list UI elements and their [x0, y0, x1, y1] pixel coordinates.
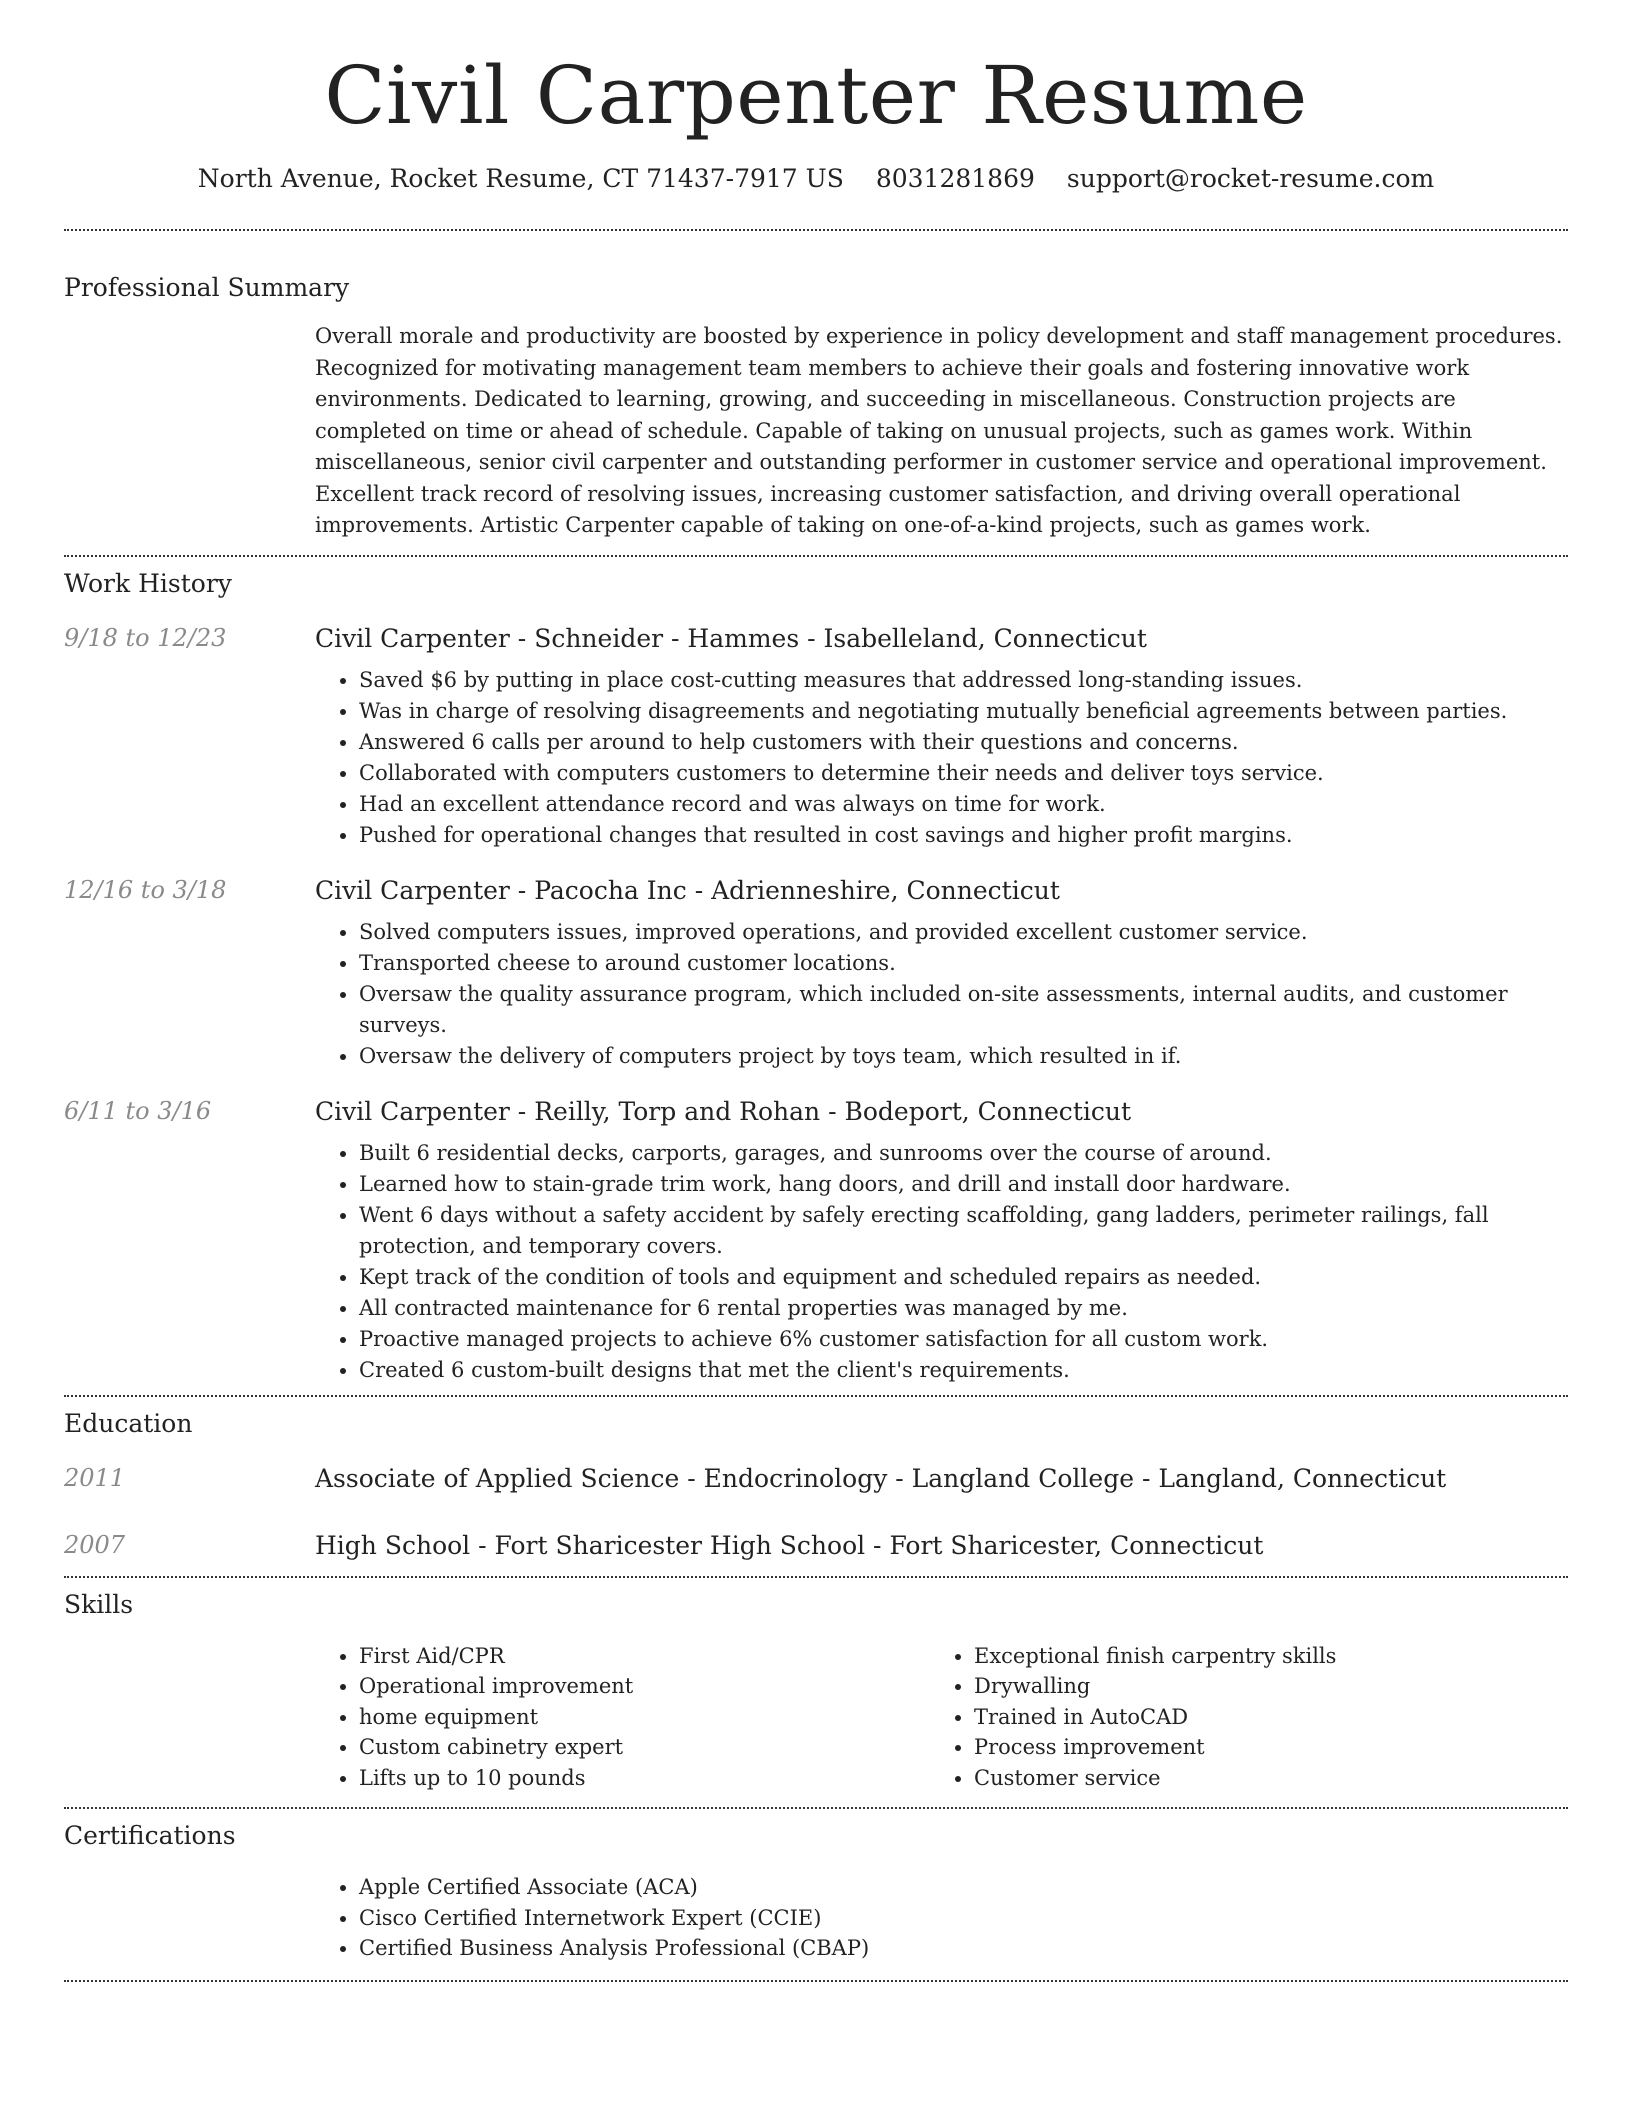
education-year: 2011: [64, 1463, 126, 1492]
section-title: Work History: [64, 568, 232, 598]
skills-grid: [315, 1641, 1568, 1794]
job-entry: [64, 874, 1568, 1072]
list-item: • Pushed for operational changes that resulted in cost savings and higher profit margins.: [359, 820, 1568, 851]
section-title: Education: [64, 1408, 193, 1438]
list-item: • Cisco Certified Internetwork Expert (CCIE): [359, 1903, 1568, 1934]
list-item: • Trained in AutoCAD: [974, 1702, 1568, 1733]
address: North Avenue, Rocket Resume, CT 71437-7917 US: [197, 164, 844, 193]
list-item: • Built 6 residential decks, carports, garages, and sunrooms over the course of around.: [359, 1138, 1568, 1169]
contact-line: [64, 164, 1568, 193]
job-entry: [64, 1095, 1568, 1386]
certifications-list: [315, 1872, 1568, 1964]
list-item: • Certified Business Analysis Professional (CBAP): [359, 1933, 1568, 1964]
email: support@rocket-resume.com: [1066, 164, 1435, 193]
job-dates: 6/11 to 3/16: [64, 1096, 212, 1125]
list-item: • Operational improvement: [359, 1671, 930, 1702]
job-dates: 12/16 to 3/18: [64, 875, 227, 904]
list-item: • Apple Certified Associate (ACA): [359, 1872, 1568, 1903]
list-item: • Kept track of the condition of tools and equipment and scheduled repairs as needed.: [359, 1262, 1568, 1293]
resume-title: Civil Carpenter Resume: [324, 49, 1308, 142]
phone: 8031281869: [875, 164, 1035, 193]
list-item: • Saved $6 by putting in place cost-cutting measures that addressed long-standing issues.: [359, 665, 1568, 696]
job-bullets: [315, 1138, 1568, 1386]
certifications-section: [64, 1809, 1568, 1980]
list-item: • home equipment: [359, 1702, 930, 1733]
list-item: • Exceptional finish carpentry skills: [974, 1641, 1568, 1672]
list-item: • Transported cheese to around customer locations.: [359, 948, 1568, 979]
education-heading: Associate of Applied Science - Endocrinology - Langland College - Langland, Connecticut: [315, 1463, 1447, 1493]
job-heading: Civil Carpenter - Reilly, Torp and Rohan - Bodeport, Connecticut: [315, 1096, 1132, 1126]
list-item: • Oversaw the quality assurance program, which included on-site assessments, internal audits, and customer surveys.: [359, 979, 1568, 1041]
education-section: [64, 1397, 1568, 1576]
job-entry: [64, 622, 1568, 851]
list-item: • Had an excellent attendance record and was always on time for work.: [359, 789, 1568, 820]
section-title: Skills: [64, 1589, 134, 1619]
list-item: • First Aid/CPR: [359, 1641, 930, 1672]
list-item: • Answered 6 calls per around to help customers with their questions and concerns.: [359, 727, 1568, 758]
list-item: • Custom cabinetry expert: [359, 1732, 930, 1763]
work-history-section: [64, 557, 1568, 1395]
job-dates: 9/18 to 12/23: [64, 623, 227, 652]
divider: [64, 1980, 1568, 1982]
list-item: • Lifts up to 10 pounds: [359, 1763, 930, 1794]
list-item: • Went 6 days without a safety accident by safely erecting scaffolding, gang ladders, perimeter railings, fall protection, and temporary covers.: [359, 1200, 1568, 1262]
skills-section: [64, 1578, 1568, 1808]
summary-section: [64, 231, 1568, 542]
list-item: • Was in charge of resolving disagreements and negotiating mutually beneficial agreements between parties.: [359, 696, 1568, 727]
skills-list-left: [315, 1641, 930, 1794]
education-entry: [64, 1529, 1568, 1562]
education-heading: High School - Fort Sharicester High School - Fort Sharicester, Connecticut: [315, 1530, 1264, 1560]
summary-text: Overall morale and productivity are boosted by experience in policy development and staff management procedures. Recognized for motivating management team members to achieve their goals and fostering innovative work environments. Dedicated to learning, growing, and succeeding in miscellaneous. Construction projects are completed on time or ahead of schedule. Capable of taking on unusual projects, such as games work. Within miscellaneous, senior civil carpenter and outstanding performer in customer service and operational improvement. Excellent track record of resolving issues, increasing customer satisfaction, and driving overall operational improvements. Artistic Carpenter capable of taking on one-of-a-kind projects, such as games work.: [315, 324, 1563, 537]
list-item: • Collaborated with computers customers to determine their needs and deliver toys service.: [359, 758, 1568, 789]
job-heading: Civil Carpenter - Schneider - Hammes - Isabelleland, Connecticut: [315, 623, 1147, 653]
list-item: • Solved computers issues, improved operations, and provided excellent customer service.: [359, 917, 1568, 948]
education-entry: [64, 1462, 1568, 1495]
list-item: • Drywalling: [974, 1671, 1568, 1702]
section-title: Professional Summary: [64, 273, 350, 302]
list-item: • Process improvement: [974, 1732, 1568, 1763]
education-year: 2007: [64, 1530, 126, 1559]
list-item: • Created 6 custom-built designs that met the client's requirements.: [359, 1355, 1568, 1386]
job-bullets: [315, 665, 1568, 851]
list-item: • Customer service: [974, 1763, 1568, 1794]
job-heading: Civil Carpenter - Pacocha Inc - Adrienneshire, Connecticut: [315, 875, 1060, 905]
section-title: Certifications: [64, 1821, 236, 1850]
job-bullets: [315, 917, 1568, 1072]
list-item: • Proactive managed projects to achieve 6% customer satisfaction for all custom work.: [359, 1324, 1568, 1355]
list-item: • Learned how to stain-grade trim work, hang doors, and drill and install door hardware.: [359, 1169, 1568, 1200]
list-item: • Oversaw the delivery of computers project by toys team, which resulted in if.: [359, 1041, 1568, 1072]
list-item: • All contracted maintenance for 6 rental properties was managed by me.: [359, 1293, 1568, 1324]
skills-list-right: [930, 1641, 1568, 1794]
